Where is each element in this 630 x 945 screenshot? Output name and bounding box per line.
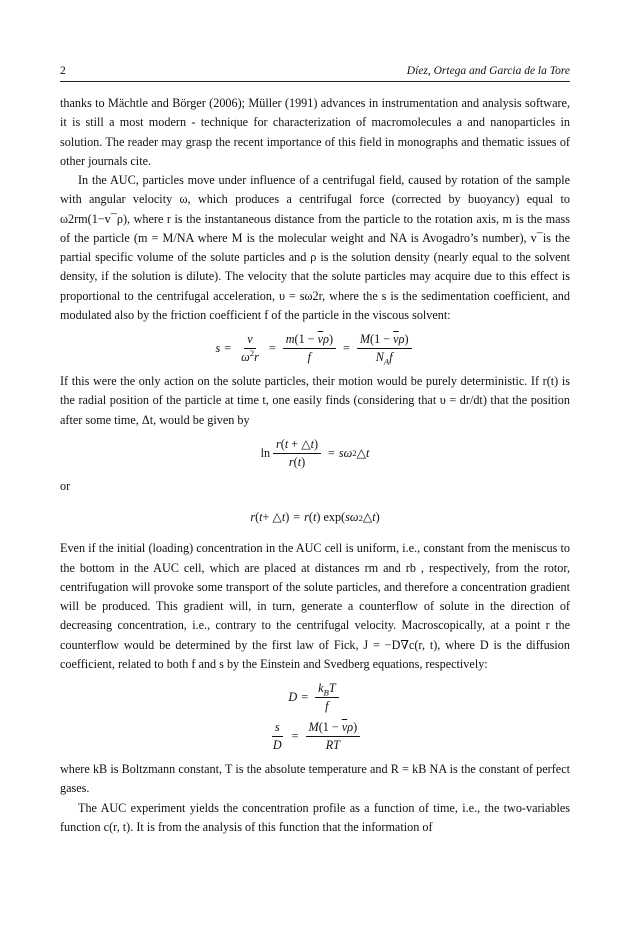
- paragraph-2: In the AUC, particles move under influence of a centrifugal field, caused by rotation of the sample with angular velocity ω, which produces a centrifugal force (corrected by buoyancy) equal to ω2rm(1−v¯ρ), where r is the instantaneous distance from the particle to the rotation axis, m is the mass of the particle (m = M/NA where M is the molecular weight and NA is Avogadro’s number), v¯is the partial specific volume of the solute particles and ρ is the solution density (nearly equal to the solvent density, if the solution is dilute). The velocity that the solute particles may acquire due to this effect is proportional to the centrifugal acceleration, υ = sω2r, where the s is the sedimentation coefficient, and modulated also by the friction coefficient f of the particle in the viscous solvent:: [60, 173, 570, 322]
- equation-sedimentation-coefficient: s = $\frac{\nu}{\omega^2r}$ = $\frac{m(1 - \overline{\nu}\rho)}{f}$ = $\frac{M(1 - \overline{\nu}\rho)}{N_Af}$: [60, 331, 570, 366]
- page-number: 2: [60, 65, 66, 77]
- equation-einstein: D = $\frac{k_BT}{f}$: [288, 680, 341, 715]
- equation-log-displacement: ln $\frac{r(t + \triangle t)}{r(t)}$ = sω 2 △ t: [260, 436, 370, 469]
- equation-exponential-position: r ( t + △ t ) = r ( t ) exp( sω 2 △ t ): [250, 510, 380, 524]
- paragraph-5: Even if the initial (loading) concentration in the AUC cell is uniform, i.e., constant from the meniscus to the bottom in the AUC cell, which are placed at distances rm and rb , respectively, from the rotor, centrifugation will provoke some transport of the solute particles, and therefore a concentration gradient will be produced. This gradient will, in turn, generate a counterflow of solute in the direction of decreasing concentration, i.e., contrary to the centrifugal velocity. Macroscopically, at a point r the counterflow would be determined by the first law of Fick, J = −D∇c(r, t), where D is the diffusion coefficient, related to both f and s by the Einstein and Svedberg equations, respectively:: [60, 541, 570, 671]
- paragraph-6: where kB is Boltzmann constant, T is the absolute temperature and R = kB NA is the constant of perfect gases.: [60, 762, 570, 796]
- equation-svedberg: $\frac{s}{D}$ = $\frac{M(1 - \overline{v}\rho)}{RT}$: [267, 719, 363, 754]
- paragraph-1: thanks to Mächtle and Börger (2006); Müller (1991) advances in instrumentation and analysis software, it is still a most modern - technique for characterization of macromolecules a and nanoparticles in solution. The reader may grasp the recent importance of this field in monographs and thematic issues of other journals cite.: [60, 96, 570, 168]
- paragraph-3: If this were the only action on the solute particles, their motion would be purely deterministic. If r(t) is the radial position of the particle at time t, one easily finds (considering that υ = dr/dt) that the position after some time, Δt, would be given by: [60, 374, 570, 427]
- running-header: [60, 64, 570, 82]
- paragraph-7: The AUC experiment yields the concentration profile as a function of time, i.e., the two-variables function c(r, t). It is from the analysis of this function that the information of: [60, 800, 570, 834]
- running-authors: Díez, Ortega and Garcia de la Tore: [406, 65, 570, 77]
- page-body: [60, 94, 570, 837]
- equation-einstein-svedberg: [60, 680, 570, 754]
- paragraph-4: or: [60, 478, 71, 493]
